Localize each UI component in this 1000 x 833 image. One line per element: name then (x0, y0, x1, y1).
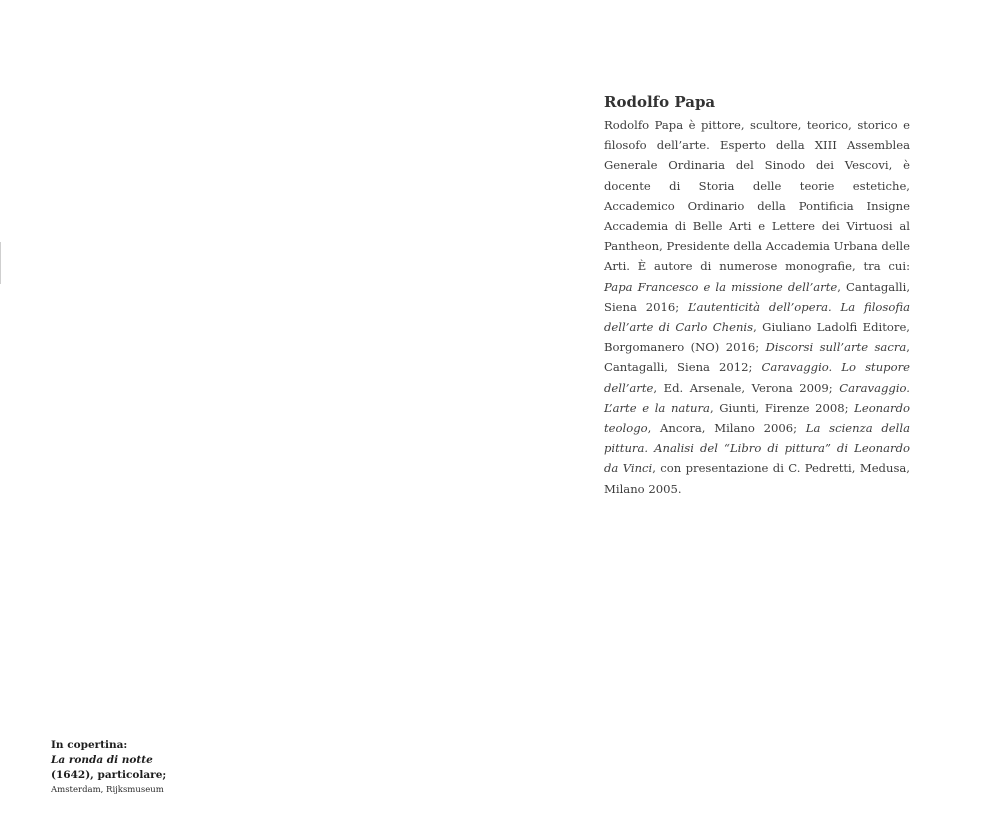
author-bio-text (604, 115, 910, 499)
book-title: Caravaggio. L’arte e la natura (604, 380, 910, 415)
author-name: Rodolfo Papa (604, 93, 716, 111)
cover-credit (51, 738, 251, 798)
bio-segment: , Giuliano Ladolfi Editore, Borgomanero (NO) 2016; (604, 320, 910, 355)
bio-segment: , Cantagalli, Siena 2012; (604, 340, 910, 375)
book-title: La scienza della pittura. Analisi del “Libro di pittura” di Leonardo da Vinci (604, 421, 910, 476)
bio-segment: , Giunti, Firenze 2008; (709, 400, 855, 415)
bio-segment: , Ed. Arsenale, Verona 2009; (653, 380, 840, 395)
bio-segment: Rodolfo Papa è pittore, scultore, teorico, storico e filosofo dell’arte. Esperto della XIII Assemblea Generale Ordinaria del Sinodo dei Vescovi, è docente di Storia delle teorie estetiche, Accademico Ordinario della Pontificia Insigne Accademia di Belle Arti e Lettere dei Virtuosi al Pantheon, Presidente della Accademia Urbana delle Arti. È autore di numerose monografie, tra cui: (604, 118, 910, 274)
page-edge-mark (0, 242, 1, 284)
cover-location: Amsterdam, Rijksmuseum (51, 785, 164, 795)
book-title: Papa Francesco e la missione dell’arte (604, 279, 838, 294)
bio-segment: , Ancora, Milano 2006; (647, 421, 806, 436)
bio-segment: , Cantagalli, Siena 2016; (604, 279, 911, 314)
bio-segment: , con presentazione di C. Pedretti, Medusa, Milano 2005. (604, 461, 910, 496)
author-bio (604, 91, 910, 499)
book-title: Leonardo teologo (604, 400, 911, 436)
cover-work-title: La ronda di notte (51, 754, 153, 766)
book-title: L’autenticità dell’opera. La filosofia dell’arte di Carlo Chenis (604, 299, 910, 335)
cover-label: In copertina: (51, 739, 128, 751)
book-title: Discorsi sull’arte sacra (765, 340, 907, 355)
cover-work-title-line (51, 753, 251, 768)
book-title: Caravaggio. Lo stupore dell’arte (604, 360, 910, 395)
cover-work-detail: (1642), particolare; (51, 769, 167, 781)
